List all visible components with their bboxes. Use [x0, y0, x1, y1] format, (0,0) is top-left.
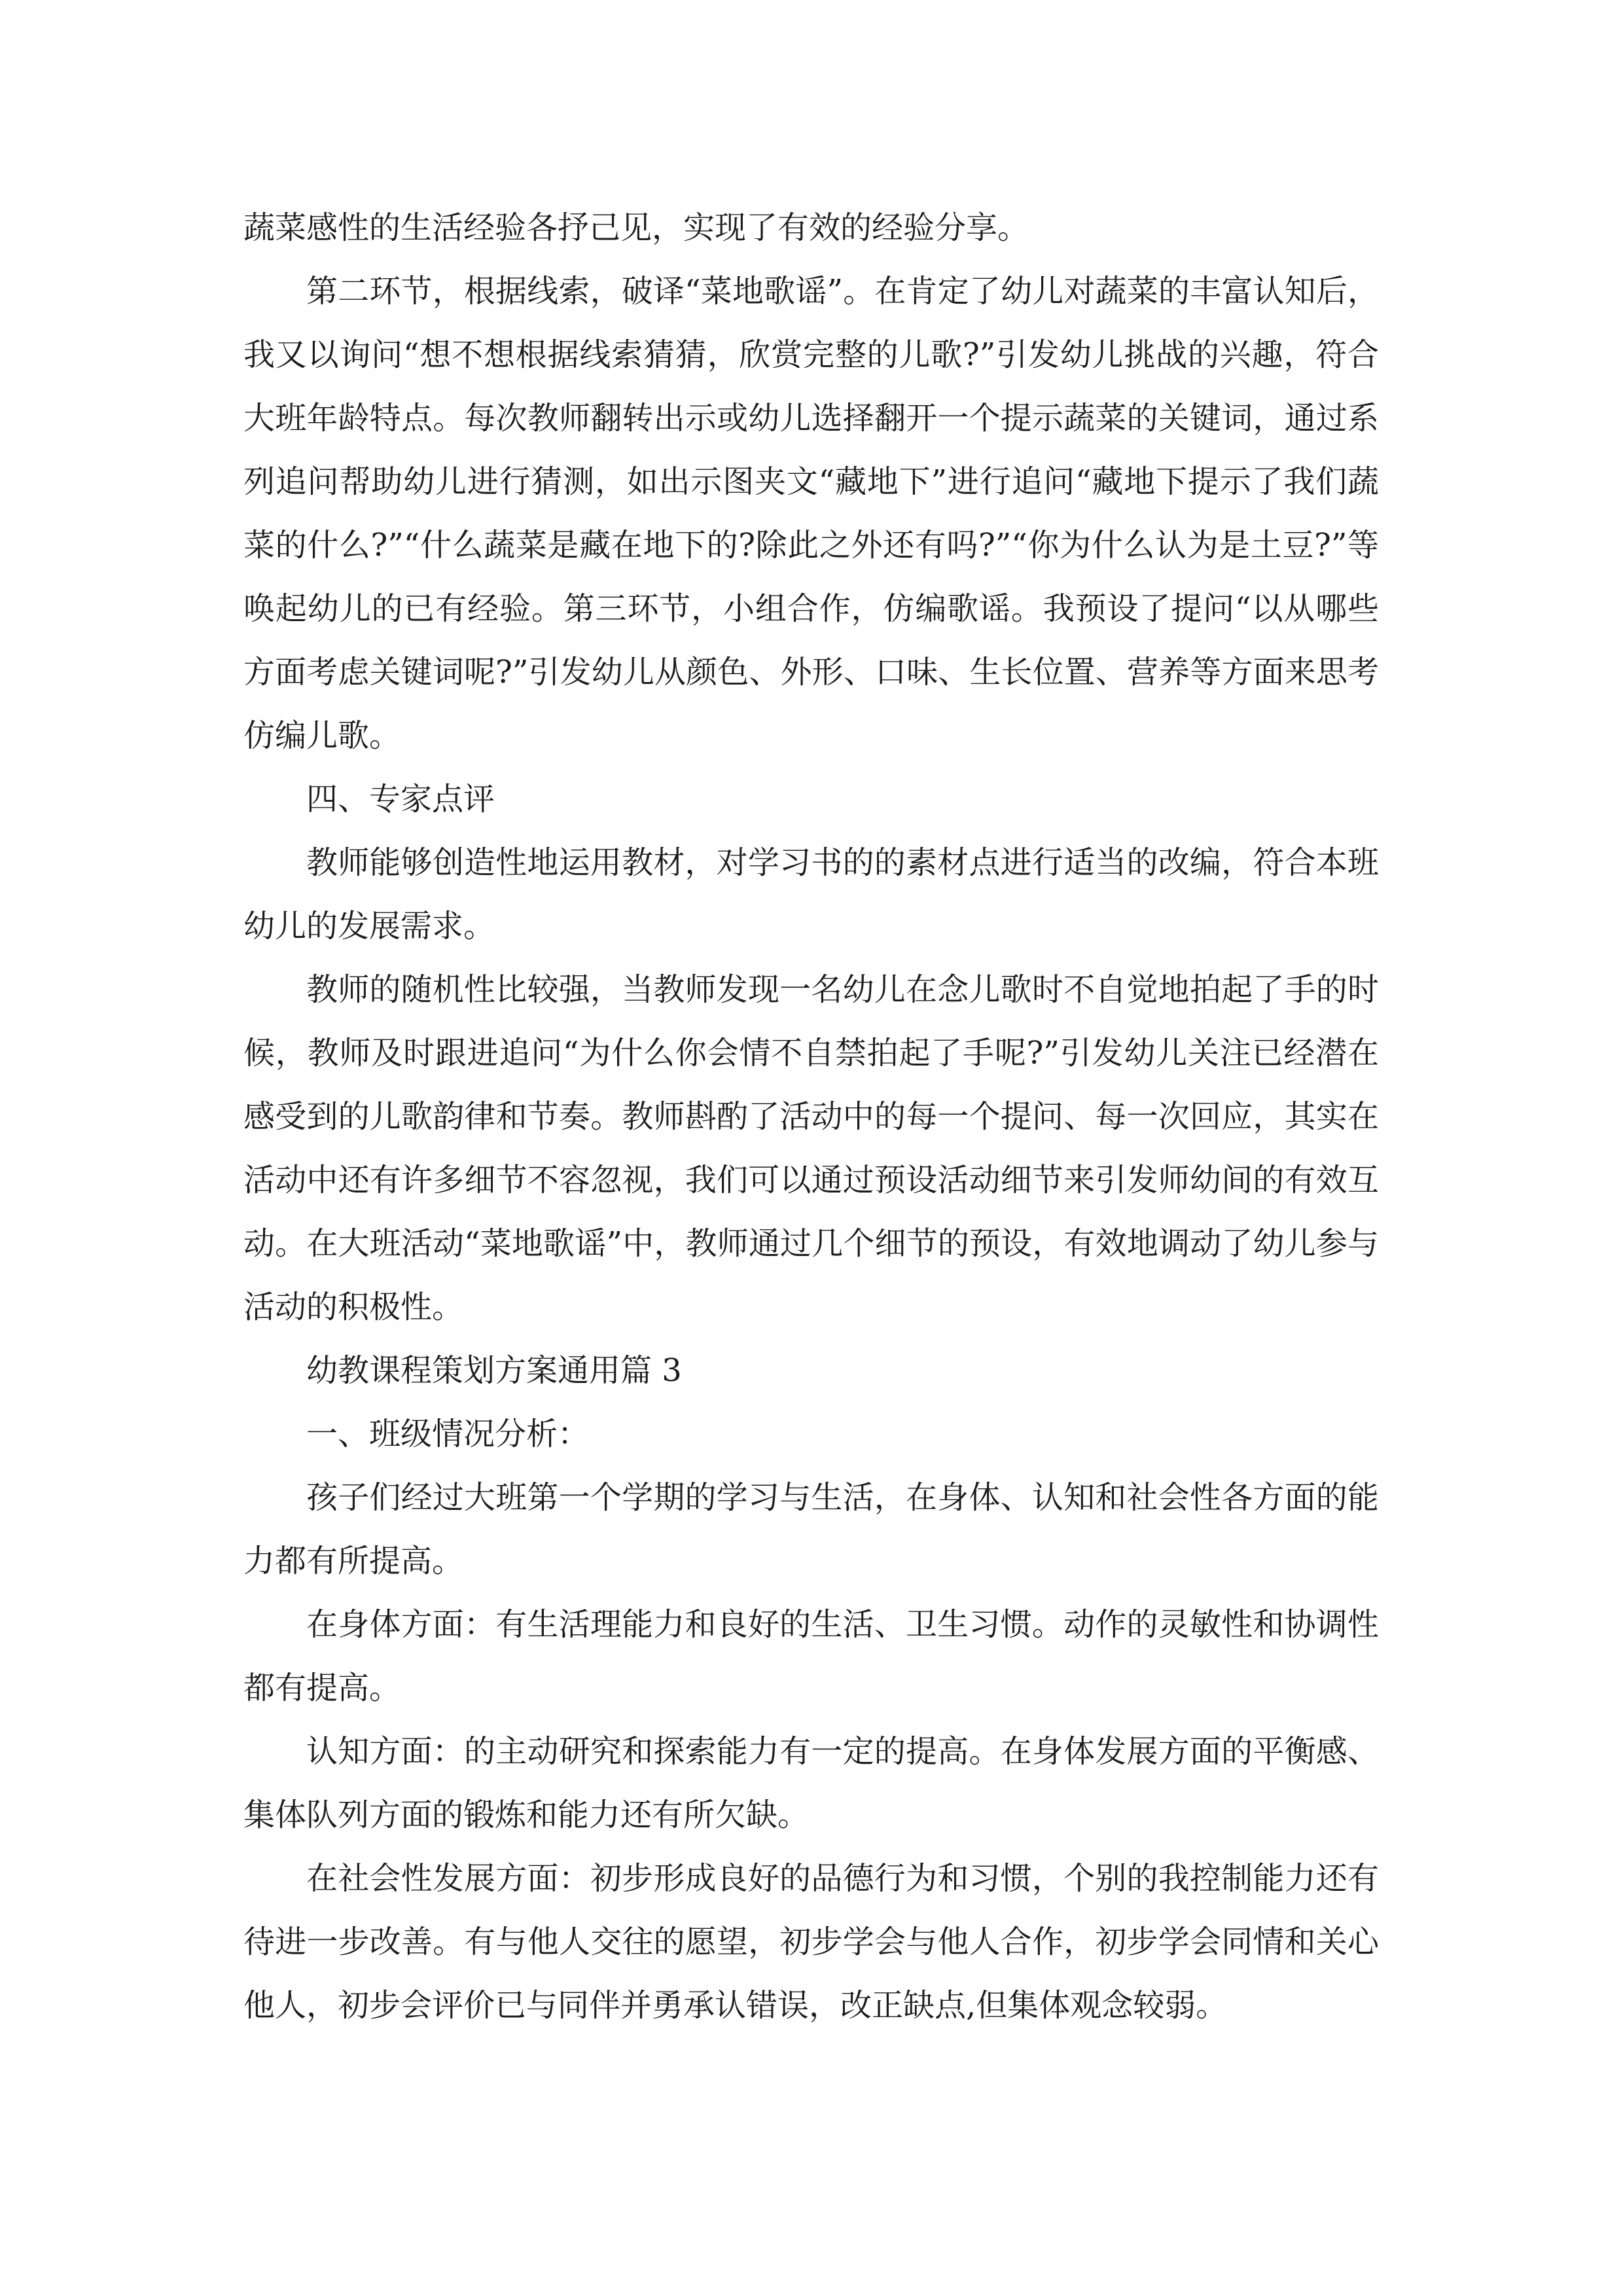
document-page — [243, 196, 1379, 2037]
paragraph-continuation: 蔬菜感性的生活经验各抒己见，实现了有效的经验分享。 — [243, 209, 1029, 246]
paragraph-social: 在社会性发展方面：初步形成良好的品德行为和习惯，个别的我控制能力还有待进一步改善。有与他人交往的愿望，初步学会与他人合作，初步学会同情和关心他人，初步会评价已与同伴并勇承认错误，改正缺点,但集体观念较弱。 — [243, 1860, 1379, 2024]
section-heading-class-analysis: 一、班级情况分析： — [306, 1416, 590, 1452]
article-title-part-3: 幼教课程策划方案通用篇 3 — [306, 1352, 682, 1389]
paragraph-physical: 在身体方面：有生活理能力和良好的生活、卫生习惯。动作的灵敏性和协调性都有提高。 — [243, 1606, 1379, 1706]
paragraph-cognition: 认知方面：的主动研究和探索能力有一定的提高。在身体发展方面的平衡感、集体队列方面的锻炼和能力还有所欠缺。 — [243, 1733, 1379, 1833]
paragraph-review-one: 教师能够创造性地运用教材，对学习书的的素材点进行适当的改编，符合本班幼儿的发展需求。 — [243, 844, 1379, 944]
paragraph-stage-two: 第二环节，根据线索，破译“菜地歌谣”。在肯定了幼儿对蔬菜的丰富认知后，我又以询问“想不想根据线索猜猜，欣赏完整的儿歌?”引发幼儿挑战的兴趣，符合大班年龄特点。每次教师翻转出示或幼儿选择翻开一个提示蔬菜的关键词，通过系列追问帮助幼儿进行猜测，如出示图夹文“藏地下”进行追问“藏地下提示了我们蔬菜的什么?”“什么蔬菜是藏在地下的?除此之外还有吗?”“你为什么认为是土豆?”等唤起幼儿的已有经验。第三环节，小组合作，仿编歌谣。我预设了提问“以从哪些方面考虑关键词呢?”引发幼儿从颜色、外形、口味、生长位置、营养等方面来思考仿编儿歌。 — [243, 273, 1379, 754]
paragraph-analysis-intro: 孩子们经过大班第一个学期的学习与生活，在身体、认知和社会性各方面的能力都有所提高。 — [243, 1479, 1379, 1579]
paragraph-review-two: 教师的随机性比较强，当教师发现一名幼儿在念儿歌时不自觉地拍起了手的时候，教师及时跟进追问“为什么你会情不自禁拍起了手呢?”引发幼儿关注已经潜在感受到的儿歌韵律和节奏。教师斟酌了活动中的每一个提问、每一次回应，其实在活动中还有许多细节不容忽视，我们可以通过预设活动细节来引发师幼间的有效互动。在大班活动“菜地歌谣”中，教师通过几个细节的预设，有效地调动了幼儿参与活动的积极性。 — [243, 971, 1379, 1325]
section-heading-expert-review: 四、专家点评 — [306, 781, 495, 817]
